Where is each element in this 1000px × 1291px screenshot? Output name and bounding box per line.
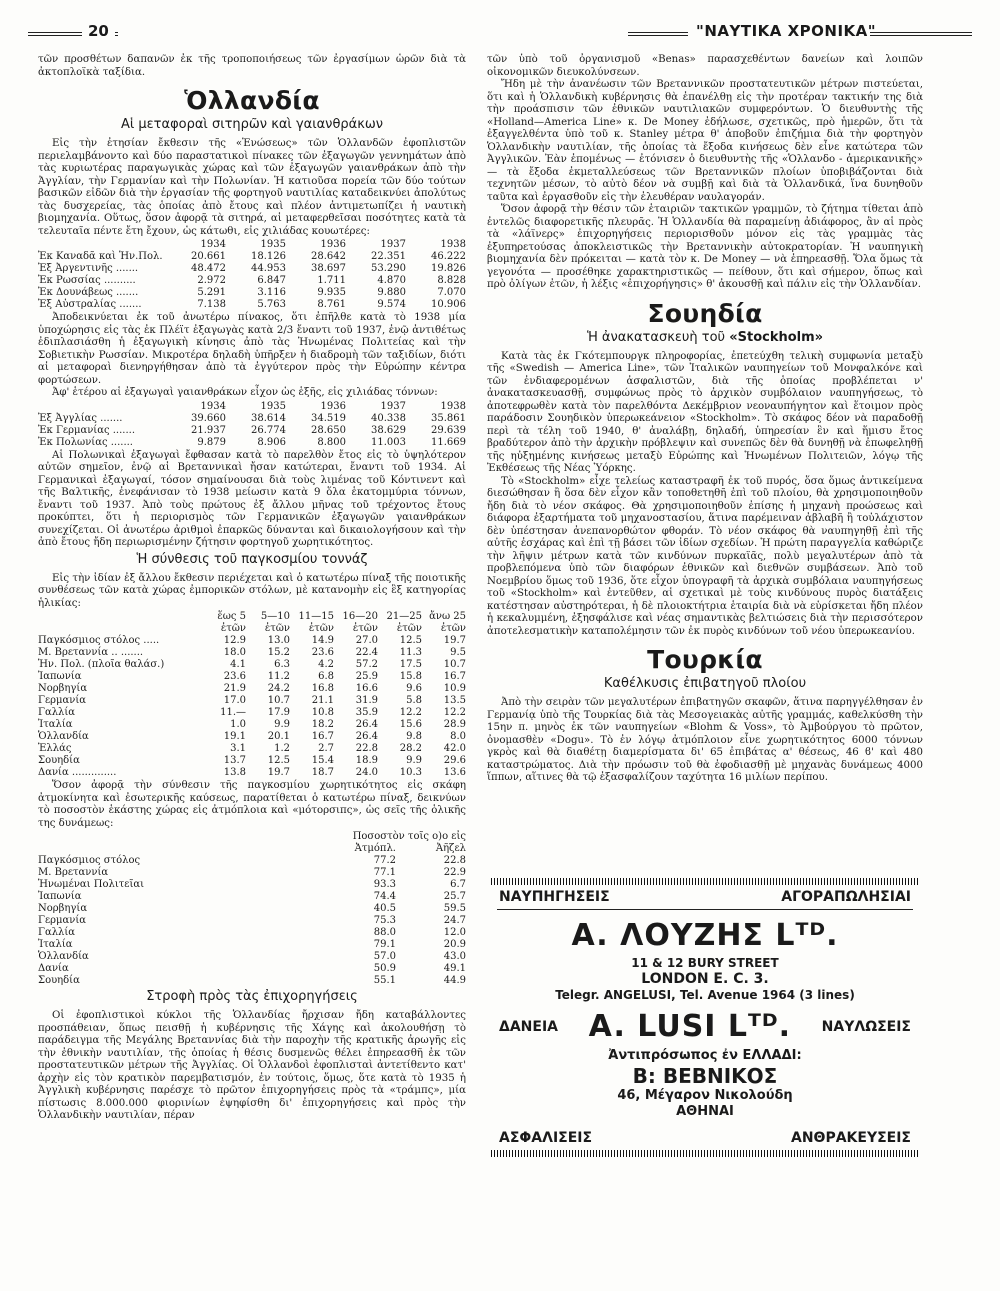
- value-cell: 3.116: [257, 287, 286, 298]
- value-cell: 18.0: [223, 647, 246, 658]
- ad-representative-address: 46, Μέγαρον Νικολούδη: [617, 1088, 793, 1103]
- value-cell: 49.1: [443, 963, 466, 974]
- fleet-age-rows: [38, 635, 466, 779]
- value-cell: 29.6: [443, 755, 466, 766]
- right-column: [487, 54, 923, 785]
- value-cell: 8.0: [450, 731, 466, 742]
- table-row: [38, 299, 466, 311]
- value-cell: 42.0: [443, 743, 466, 754]
- value-cell: 8.761: [317, 299, 346, 310]
- ad-telegr: Telegr. ANGELUSI, Tel. Avenue 1964 (3 lines): [555, 988, 855, 1002]
- ad-rule: [497, 909, 913, 910]
- value-cell: 4.870: [377, 275, 406, 286]
- value-cell: 24.0: [355, 767, 378, 778]
- row-label: Σουηδία: [38, 755, 80, 766]
- value-cell: 5.291: [197, 287, 226, 298]
- year-cell: 1934: [200, 239, 226, 250]
- ad-company-latin: A. LUSI Lᵀᴰ.: [588, 1009, 791, 1044]
- row-label: Ἐκ Καναδᾶ καὶ Ἡν.Πολ.: [38, 251, 163, 262]
- ad-address-street: 11 & 12 BURY STREET: [631, 956, 779, 970]
- value-cell: 12.2: [399, 707, 422, 718]
- row-label: Γαλλία: [38, 927, 76, 938]
- table-row: [38, 251, 466, 263]
- value-cell: 13.8: [223, 767, 246, 778]
- value-cell: 6.7: [450, 879, 466, 890]
- value-cell: 10.7: [267, 695, 290, 706]
- value-cell: 18.126: [251, 251, 286, 262]
- header-cell: Ἀῆζελ: [435, 843, 466, 854]
- row-label: Σουηδία: [38, 975, 80, 986]
- value-cell: 11.003: [371, 436, 406, 448]
- ad-bottom-row: [487, 1130, 923, 1146]
- table-row: [38, 719, 466, 731]
- value-cell: 13.7: [223, 755, 246, 766]
- value-cell: 22.8: [355, 743, 378, 754]
- table-row: [38, 683, 466, 695]
- value-cell: 9.9: [274, 719, 290, 730]
- value-cell: 9.935: [317, 287, 346, 298]
- value-cell: 79.1: [373, 939, 396, 950]
- netherlands-paragraph-4: Αἱ Πολωνικαὶ ἐξαγωγαὶ ἔφθασαν κατὰ τὸ παρελθὸν ἔτος εἰς τὸ ὑψηλότερον αὐτῶν σημεῖον, ἐνῷ αἱ Βρεταννικαὶ ἤσαν κατώτεραι, ἔναντι τοῦ 1934. Αἱ Γερμανικαὶ ἐξαγωγαί, τόσον σημαίνουσαι διὰ τοὺς λιμένας τοῦ Κόντινεντ καὶ τῆς Βαλτικῆς, ἐνεφάνισαν τὸ 1938 μείωσιν κατὰ 9 ὅλα ἑκατομμύρια τόννων, ἔναντι τοῦ 1937. Ἀπὸ τοὺς πρώτους ἐξ ἄλλου μῆνας τοῦ τρέχοντος ἔτους προκύπτει, ὅτι ἡ περιορισμὸς τῶν Γερμανικῶν ἐξαγωγῶν γαιανθράκων συνεχίζεται. Οἱ ἀνωτέρω ἀριθμοὶ ἐπαρκῶς δύνανται καὶ δικαιολογήσουν καὶ τὴν ἀπὸ ἔτους ἤδη περιωρισμένην ζήτησιν φορτηγοῦ χωρητικότητος.: [38, 449, 466, 548]
- netherlands-subtitle: Αἱ μεταφοραὶ σιτηρῶν καὶ γαιανθράκων: [120, 117, 384, 132]
- value-cell: 19.826: [431, 263, 466, 274]
- row-label: Παγκόσμιος στόλος .....: [38, 635, 160, 646]
- value-cell: 40.338: [371, 412, 406, 424]
- value-cell: 38.614: [251, 412, 286, 424]
- value-cell: 57.0: [373, 951, 396, 962]
- table-row: [38, 927, 466, 939]
- header-rule-right: [870, 32, 972, 36]
- value-cell: 22.351: [371, 251, 406, 262]
- value-cell: 26.4: [355, 731, 378, 742]
- row-label: Ὁλλανδία: [38, 731, 89, 742]
- value-cell: 59.5: [443, 903, 466, 914]
- value-cell: 12.9: [223, 635, 246, 646]
- value-cell: 34.519: [311, 412, 346, 424]
- section-3-title: Στροφὴ πρὸς τὰς ἐπιχορηγήσεις: [146, 989, 358, 1004]
- table-row: [38, 659, 466, 671]
- ad-loans: ΔΑΝΕΙΑ: [499, 1018, 558, 1035]
- value-cell: 77.1: [373, 867, 396, 878]
- value-cell: 1.0: [230, 719, 246, 730]
- table-header-row: [38, 843, 466, 855]
- ad-stripe-bottom: [491, 1150, 919, 1157]
- row-label: Ἰταλία: [38, 939, 73, 950]
- value-cell: 44.9: [443, 975, 466, 986]
- advertisement: [487, 878, 923, 1233]
- table-row: [38, 755, 466, 767]
- value-cell: 8.906: [257, 436, 286, 448]
- row-label: Ἐκ Πολωνίας .......: [38, 436, 133, 448]
- value-cell: 88.0: [373, 927, 396, 938]
- table-row: [38, 867, 466, 879]
- journal-title: "ΝΑΥΤΙΚΑ ΧΡΟΝΙΚΑ": [690, 22, 882, 40]
- value-cell: 20.9: [443, 939, 466, 950]
- row-label: Ἰαπωνία: [38, 671, 82, 682]
- netherlands-paragraph-2: Ἀποδεικνύεται ἐκ τοῦ ἀνωτέρω πίνακος, ὅτι ἐπῆλθε κατὰ τὸ 1938 μία ὑποχώρησις εἰς τὰς ἐκ Πλέϊτ ἐξαγωγὰς κατὰ 2/3 ἔναντι τοῦ 1937, ἐνῷ ἀντιθέτως ἐδιπλασιάσθη ἡ ἐξαγωγικὴ κίνησις ἀπὸ τὰς Ἡνωμένας Πολιτείας καὶ τὴν Σοβιετικὴν Ρωσσίαν. Μικροτέρα δηλαδὴ ὑπῆρξεν ἡ διαδρομὴ τῶν ταξιδίων, διότι αἱ μεταφοραὶ διενηργήθησαν ἀπὸ τὰ ἐγγύτερον πρὸς τὴν Εὐρώπην κέντρα φορτώσεων.: [38, 312, 466, 386]
- value-cell: 15.4: [311, 755, 334, 766]
- value-cell: 75.3: [373, 915, 396, 926]
- page-header: [28, 22, 972, 44]
- value-cell: 23.6: [223, 671, 246, 682]
- value-cell: 6.847: [257, 275, 286, 286]
- value-cell: 31.9: [355, 695, 378, 706]
- value-cell: 17.9: [267, 707, 290, 718]
- value-cell: 55.1: [373, 975, 396, 986]
- row-label: Ἰταλία: [38, 719, 73, 730]
- value-cell: 6.8: [318, 671, 334, 682]
- page-number: 20: [82, 22, 115, 40]
- value-cell: 17.5: [399, 659, 422, 670]
- row-label: Ὁλλανδία: [38, 951, 89, 962]
- value-cell: 7.138: [197, 299, 226, 310]
- row-label: Γαλλία: [38, 707, 76, 718]
- value-cell: 11.669: [431, 436, 466, 448]
- value-cell: 28.9: [443, 719, 466, 730]
- row-label: Ἐκ Δουνάβεως .......: [38, 287, 139, 298]
- ad-company-greek: A. ΛΟΥΖΗΣ Lᵀᴰ.: [571, 918, 839, 953]
- row-label: Νορβηγία: [38, 903, 88, 914]
- value-cell: 10.3: [399, 767, 422, 778]
- table-row: [38, 939, 466, 951]
- value-cell: 28.642: [311, 251, 346, 262]
- value-cell: 20.1: [267, 731, 290, 742]
- value-cell: 28.650: [311, 424, 346, 436]
- netherlands-paragraph-1: Εἰς τὴν ἐτησίαν ἔκθεσιν τῆς «Ἑνώσεως» τῶν Ὁλλανδῶν ἐφοπλιστῶν περιελαμβάνοντο καὶ δύο παραστατικοὶ πίνακες τῶν ἐξαγωγῶν γεννημάτων ἀπὸ τὰς κυριωτέρας παραγωγικὰς χώρας καὶ τῶν ἐξαγωγῶν γαιανθράκων ἀπὸ τὴν Ἀγγλίαν, τὴν Γερμανίαν καὶ τὴν Πολωνίαν. Ἡ κατιοῦσα πορεία τῶν δύο τούτων βασικῶν εἰδῶν διὰ τὴν ἐργασίαν τῆς φορτηγοῦ ναυτιλίας καταδεικνύει ἀπολύτως τὰς δυσχερείας, τὰς ὁποίας ἀπὸ ἔτους καὶ πλέον ἀντιμετωπίζει ἡ ναυτικὴ βιομηχανία. Οὕτως, ὅσον ἀφορᾷ τὰ σιτηρά, αἱ μεταφερθεῖσαι ποσότητες κατὰ τὰ τελευταῖα πέντε ἔτη ἔχουν, ὡς κάτωθι, εἰς χιλιάδας κουωτέρες:: [38, 138, 466, 237]
- table-row: [38, 767, 466, 779]
- value-cell: 74.4: [373, 891, 396, 902]
- value-cell: 50.9: [373, 963, 396, 974]
- table-row: [38, 425, 466, 437]
- table-row: [38, 437, 466, 449]
- row-label: Ἐξ Ἀγγλίας .......: [38, 412, 123, 424]
- table-row: [38, 413, 466, 425]
- value-cell: 77.2: [373, 855, 396, 866]
- header-cell: ἐτῶν: [396, 623, 422, 634]
- table-row: [38, 671, 466, 683]
- value-cell: 10.8: [311, 707, 334, 718]
- value-cell: 28.2: [399, 743, 422, 754]
- value-cell: 6.3: [274, 659, 290, 670]
- value-cell: 9.880: [377, 287, 406, 298]
- value-cell: 4.2: [318, 659, 334, 670]
- table-row: [38, 287, 466, 299]
- value-cell: 20.661: [191, 251, 226, 262]
- value-cell: 11.2: [267, 671, 290, 682]
- value-cell: 15.6: [399, 719, 422, 730]
- table-row: [38, 263, 466, 275]
- value-cell: 9.9: [406, 755, 422, 766]
- value-cell: 2.7: [318, 743, 334, 754]
- netherlands-paragraph-7: Οἱ ἐφοπλιστικοὶ κύκλοι τῆς Ὁλλανδίας ἤρχισαν ἤδη καταβάλλοντες προσπάθειαν, ὅπως πεισθῇ ἡ κυβέρνησις τῆς Χάγης καὶ ἀκολουθήσῃ τὸ παράδειγμα τῆς Μεγάλης Βρεταννίας διὰ τὴν παροχὴν τῆς κρατικῆς ἀρωγῆς εἰς τὴν ἐθνικὴν ναυτιλίαν, τῆς ὁποίας ἡ θέσις δυσμενῶς θέλει ἐπηρεασθῆ ἐκ τῶν προστατευτικῶν μέτρων τῆς Ἀγγλίας. Οἱ Ὁλλανδοὶ ἐφοπλισταὶ ἀντετίθεντο κατ' ἀρχὴν εἰς τὸν κρατικὸν παρεμβατισμόν, ἐν τούτοις, ὅμως, ὅτε κατὰ τὸ 1935 ἡ Ἀγγλικὴ κυβέρνησις παρέσχε τὸ πρῶτον ἐπιχορηγήσεις πρὸς τὰ «τράμπς», μία πίστωσις 8.000.000 φιορινίων ἐψηφίσθη δι' ἐπιχορηγήσεις καὶ πρὸς τὴν Ὁλλανδικὴν ναυτιλίαν, πέραν: [38, 1010, 466, 1121]
- coal-exports-table: [38, 401, 466, 449]
- row-label: Ἡν. Πολ. (πλοῖα θαλάσ.): [38, 659, 165, 670]
- value-cell: 22.9: [443, 867, 466, 878]
- header-cell: ἐτῶν: [264, 623, 290, 634]
- section-2-title: Ἡ σύνθεσις τοῦ παγκοσμίου τοννάζ: [136, 551, 368, 567]
- row-label: Δανία ..............: [38, 767, 117, 778]
- value-cell: 3.1: [230, 743, 246, 754]
- ad-stripe-top: [491, 878, 919, 885]
- left-column: [38, 54, 466, 1123]
- value-cell: 10.9: [443, 683, 466, 694]
- row-label: Γερμανία: [38, 915, 87, 926]
- table-header-row: [38, 623, 466, 635]
- turkey-paragraph: Ἀπὸ τὴν σειρὰν τῶν μεγαλυτέρων ἐπιβατηγῶν σκαφῶν, ἅτινα παρηγγέλθησαν ἐν Γερμανίᾳ ὑπὸ τῆς Τουρκίας διὰ τὰς Μεσογειακὰς αὐτῆς γραμμάς, καθελκύσθη τὴν 15ην π. μηνὸς ἐκ τῶν ναυπηγείων «Blohm & Voss», τὸ Ἀμβούργου τὸ πρῶτον, ὀνομασθὲν «Dogu». Τὸ ἐν λόγῳ ἀτμόπλοιον εἶνε χωρητικότητος 6000 τόννων γκρὸς καὶ θὰ διαθέτῃ διαμερίσματα δι' 65 ἐπιβάτας α' θέσεως, 46 ϐ' καὶ 480 καταστρώματος. Διὰ τὴν πρόωσιν τοῦ θὰ ἐφοδιασθῇ μὲ μηχανὰς δυνάμεως 4000 ἵππων, αἵτινες θὰ τῷ ἐξασφαλίζουν ταχύτητα 16 μιλίων περίπου.: [487, 697, 923, 783]
- value-cell: 18.2: [311, 719, 334, 730]
- value-cell: 12.5: [399, 635, 422, 646]
- value-cell: 16.7: [443, 671, 466, 682]
- right-paragraph-2: Ἤδη μὲ τὴν ἀνανέωσιν τῶν Βρεταννικῶν προστατευτικῶν μέτρων πιστεύεται, ὅτι καὶ ἡ Ὁλλανδικὴ κυβέρνησις θὰ ἐπανέλθῃ εἰς τὴν προτέραν τακτικήν της διὰ τὴν προάσπισιν τῶν ἐθνικῶν ναυτιλιακῶν συμφερόντων. Ὁ διευθυντὴς τῆς «Holland—America Line» κ. De Money ἐδήλωσε, σχετικῶς, πρὸ ἡμερῶν, ὅτι τὰ ἐξαγγελθέντα ὑπὸ τοῦ κ. Stanley μέτρα θ' ἀποβοῦν ἐπιζήμια διὰ τὴν φορτηγὸν Ὁλλανδικὴν ναυτιλίαν, τῆς ὁποίας τὰ ἔξοδα κινήσεως δὲν εἶνε κατώτερα τῶν Ἀγγλικῶν. Ἐὰν ἐπομένως — ἐτόνισεν ὁ διευθυντὴς τῆς «Ὁλλανδο - ἀμερικανικῆς» — τὰ ἔξοδα ἐκμεταλλεύσεως τῶν Βρεταννικῶν πλοίων ὑποβιβάζονται διὰ τεχνητῶν μέσων, τὸ αὐτὸ δέον νὰ συμβῇ καὶ διὰ τὰ Ὁλλανδικά, ἵνα δυνηθοῦν ταῦτα καὶ ἐργασθοῦν εἰς τὴν ἐλευθέραν ναυλαγοράν.: [487, 79, 923, 203]
- table-row: [38, 635, 466, 647]
- value-cell: 46.222: [431, 251, 466, 262]
- table-header-row: [38, 401, 466, 413]
- header-cell: 11—15: [298, 611, 334, 622]
- value-cell: 9.574: [377, 299, 406, 310]
- row-label: Δανία: [38, 963, 69, 974]
- value-cell: 22.4: [355, 647, 378, 658]
- header-cell: ἐτῶν: [352, 623, 378, 634]
- row-label: Μ. Βρεταννία: [38, 867, 109, 878]
- value-cell: 26.4: [355, 719, 378, 730]
- netherlands-title: Ὁλλανδία: [184, 86, 320, 115]
- value-cell: 21.1: [311, 695, 334, 706]
- ad-shipbuilding: ΝΑΥΠΗΓΗΣΕΙΣ: [499, 889, 610, 905]
- row-label: Ἐκ Γερμανίας .......: [38, 424, 135, 436]
- value-cell: 11.3: [399, 647, 422, 658]
- year-cell: 1938: [440, 239, 466, 250]
- value-cell: 26.774: [251, 424, 286, 436]
- value-cell: 16.8: [311, 683, 334, 694]
- row-label: Ἡνωμέναι Πολιτεῖαι: [38, 879, 145, 890]
- value-cell: 8.800: [317, 436, 346, 448]
- year-cell: 1937: [380, 400, 406, 412]
- header-cell: 5—10: [260, 611, 290, 622]
- table-row: [38, 731, 466, 743]
- table-row: [38, 891, 466, 903]
- row-label: Ἐξ Αὐστραλίας .......: [38, 299, 142, 310]
- right-paragraph-1: τῶν ὑπὸ τοῦ ὀργανισμοῦ «Benas» παρασχεθέντων δανείων καὶ λοιπῶν οἰκονομικῶν διευκολύνσεων.: [487, 54, 923, 78]
- table-row: [38, 855, 466, 867]
- header-gap: [126, 32, 682, 34]
- value-cell: 12.0: [443, 927, 466, 938]
- year-cell: 1936: [320, 400, 346, 412]
- value-cell: 15.8: [399, 671, 422, 682]
- value-cell: 16.7: [311, 731, 334, 742]
- value-cell: 23.6: [311, 647, 334, 658]
- table-header-row: [38, 611, 466, 623]
- value-cell: 5.8: [406, 695, 422, 706]
- table-row: [38, 275, 466, 287]
- ad-insurance: ΑΣΦΑΛΙΣΕΙΣ: [499, 1130, 593, 1146]
- table-row: [38, 695, 466, 707]
- netherlands-paragraph-3: Ἀφ' ἑτέρου αἱ ἐξαγωγαὶ γαιανθράκων εἶχον ὡς ἑξῆς, εἰς χιλιάδας τόννων:: [52, 387, 438, 398]
- year-cell: 1938: [440, 400, 466, 412]
- table-row: [38, 707, 466, 719]
- header-cell: ἕως 5: [217, 611, 246, 622]
- table-row: [38, 879, 466, 891]
- value-cell: 9.5: [450, 647, 466, 658]
- value-cell: 19.1: [223, 731, 246, 742]
- header-cell: Ποσοστὸν τοῖς ο)ο εἰς: [352, 831, 466, 842]
- year-cell: 1935: [260, 400, 286, 412]
- turkey-title: Τουρκία: [647, 645, 763, 674]
- grain-exports-table: [38, 239, 466, 311]
- value-cell: 22.8: [443, 855, 466, 866]
- value-cell: 27.0: [355, 635, 378, 646]
- header-cell: ἄνω 25: [429, 611, 466, 622]
- header-cell: ἐτῶν: [440, 623, 466, 634]
- ad-mid-row: [487, 1009, 923, 1044]
- value-cell: 19.7: [443, 635, 466, 646]
- sweden-paragraph-1: Κατὰ τὰς ἐκ Γκότεμπουργκ πληροφορίας, ἐπετεύχθη τελικὴ συμφωνία μεταξὺ τῆς «Swedish — America Line», τῶν Ἰταλικῶν ναυπηγείων τοῦ Μονφαλκόνε καὶ τῶν ἐνδιαφερομένων ἀσφαλιστῶν, διὰ τῆς ὁποίας προβλέπεται ν' ἀνακατασκευασθῇ, συμφώνως πρὸς τὸ ἀρχικὸν συμβόλαιον ναυπηγήσεως, τὸ ἀποτεφρωθὲν κατὰ τὸν παρελθόντα Δεκέμβριον νεοναυπήγητον καὶ ἕτοιμον πρὸς παράδοσιν Σουηδικὸν ὑπερωκεάνειον «Stockholm». Τὸ σκάφος δέον νὰ παραδοθῇ περὶ τὰ τέλη τοῦ 1940, θ' ἀναλάβῃ, δηλαδή, ὑπηρεσίαν ἓν καὶ ἥμισυ ἔτος βραδύτερον ἀπὸ τὴν ἀρχικὴν πρόβλεψιν καὶ συνεπῶς δὲν θὰ δυνηθῇ νὰ ἐπωφεληθῇ τῆς ηὐξημένης κινήσεως μεταξὺ Εὐρώπης καὶ Ἡνωμένων Πολιτειῶν, λόγῳ τῆς Ἐκθέσεως τῆς Νέας Ὑόρκης.: [487, 350, 923, 474]
- value-cell: 1.711: [317, 275, 346, 286]
- value-cell: 14.9: [311, 635, 334, 646]
- row-label: Ἐκ Ρωσσίας ..........: [38, 275, 136, 286]
- row-label: Παγκόσμιος στόλος: [38, 855, 141, 866]
- ad-representative-name: B: ΒΕΒΝΙΚΟΣ: [632, 1064, 778, 1088]
- table-row: [38, 915, 466, 927]
- ad-representative-label: Ἀντιπρόσωπος ἐν ΕΛΛΑΔΙ:: [608, 1048, 802, 1063]
- table-header-row: [38, 831, 466, 843]
- netherlands-paragraph-5: Εἰς τὴν ἰδίαν ἐξ ἄλλου ἔκθεσιν περιέχεται καὶ ὁ κατωτέρω πίναξ τῆς ποιοτικῆς συνθέσεως τῶν κατὰ χώρας ἐμπορικῶν στόλων, μὲ κατανομὴν εἰς ἓξ κατηγορίας ἡλικίας:: [38, 572, 466, 609]
- table-row: [38, 975, 466, 987]
- row-label: Γερμανία: [38, 695, 87, 706]
- fleet-age-table: [38, 611, 466, 779]
- value-cell: 18.9: [355, 755, 378, 766]
- value-cell: 35.861: [431, 412, 466, 424]
- value-cell: 7.070: [437, 287, 466, 298]
- value-cell: 43.0: [443, 951, 466, 962]
- value-cell: 13.5: [443, 695, 466, 706]
- table-row: [38, 963, 466, 975]
- sweden-title: Σουηδία: [647, 298, 763, 328]
- header-cell: ἐτῶν: [308, 623, 334, 634]
- value-cell: 12.2: [443, 707, 466, 718]
- row-label: Μ. Βρεταννία .. .......: [38, 647, 144, 658]
- value-cell: 93.3: [373, 879, 396, 890]
- header-cell: 16—20: [342, 611, 378, 622]
- ad-top-row: [487, 889, 923, 905]
- ship-name: «Stockholm»: [729, 329, 824, 345]
- value-cell: 35.9: [355, 707, 378, 718]
- table-row: [38, 743, 466, 755]
- value-cell: 1.2: [274, 743, 290, 754]
- table-row: [38, 903, 466, 915]
- table-row: [38, 951, 466, 963]
- value-cell: 25.7: [443, 891, 466, 902]
- value-cell: 18.7: [311, 767, 334, 778]
- year-cell: 1935: [260, 239, 286, 250]
- row-label: Ἑλλάς: [38, 743, 72, 754]
- header-cell: Ἀτμόπλ.: [354, 843, 396, 854]
- value-cell: 13.6: [443, 767, 466, 778]
- value-cell: 10.906: [431, 299, 466, 310]
- value-cell: 5.763: [257, 299, 286, 310]
- ad-representative-city: ΑΘΗΝΑΙ: [676, 1104, 734, 1119]
- header-cell: 21—25: [386, 611, 422, 622]
- header-cell: ἐτῶν: [220, 623, 246, 634]
- intro-text: τῶν προσθέτων δαπανῶν ἐκ τῆς τροποποιήσεως τῶν ἐργασίμων ὡρῶν διὰ τὰ ἀκτοπλοϊκὰ ταξίδια.: [38, 54, 466, 78]
- value-cell: 21.9: [223, 683, 246, 694]
- value-cell: 38.629: [371, 424, 406, 436]
- table-header-row: [38, 239, 466, 251]
- value-cell: 12.5: [267, 755, 290, 766]
- value-cell: 57.2: [355, 659, 378, 670]
- value-cell: 29.639: [431, 424, 466, 436]
- netherlands-paragraph-6: Ὅσον ἀφορᾷ τὴν σύνθεσιν τῆς παγκοσμίου χωρητικότητος εἰς σκάφη ἀτμοκίνητα καὶ ἐσωτερικῆς καύσεως, παρατίθεται ὁ κατωτέρω πίναξ, δεικνύων τὸ ποσοστὸν ἑκάστης χώρας εἰς ἀτμόπλοια καὶ «μότορσιπς», ὡς σεῖς τῆς ὁλικῆς της δυνάμεως:: [38, 780, 466, 829]
- value-cell: 38.697: [311, 263, 346, 274]
- value-cell: 48.472: [191, 263, 226, 274]
- turkey-subtitle: Καθέλκυσις ἐπιβατηγοῦ πλοίου: [603, 676, 807, 691]
- ad-coaling: ΑΝΘΡΑΚΕΥΣΕΙΣ: [791, 1130, 911, 1146]
- ad-trading: ΑΓΟΡΑΠΩΛΗΣΙΑΙ: [781, 889, 911, 905]
- row-label: Νορβηγία: [38, 683, 88, 694]
- value-cell: 24.7: [443, 915, 466, 926]
- value-cell: 25.9: [355, 671, 378, 682]
- sweden-subtitle: [487, 330, 923, 345]
- value-cell: 11.—: [220, 707, 246, 718]
- value-cell: 9.8: [406, 731, 422, 742]
- value-cell: 19.7: [267, 767, 290, 778]
- value-cell: 44.953: [251, 263, 286, 274]
- value-cell: 17.0: [223, 695, 246, 706]
- value-cell: 16.6: [355, 683, 378, 694]
- ad-chartering: ΝΑΥΛΩΣΕΙΣ: [821, 1018, 911, 1035]
- header-rule-mid: [628, 32, 688, 36]
- sweden-paragraph-2: Τὸ «Stockholm» εἶχε τελείως καταστραφῆ ἐκ τοῦ πυρός, ὅσα ὅμως ἀντικείμενα διεσώθησαν ἢ ὅσα δὲν εἶχον κἂν τοποθετηθῆ ἐπὶ τοῦ πλοίου, θὰ χρησιμοποιηθοῦν ἤδη διὰ τὸ νέον σκάφος. Θὰ χρησιμοποιηθοῦν ἐπίσης ἡ μηχανὴ προώσεως καὶ διάφορα ἐξαρτήματα τοῦ μηχανοστασίου, ἅτινα παρέμειναν ἀβλαβῆ ἢ τοὐλάχιστον δὲν ὑπέστησαν ἀνεπανορθώτον φθοράν. Τὸ νέον σκάφος θὰ ναυπηγηθῇ ἐπὶ τῆς αὐτῆς ἐσχάρας καὶ ἐπὶ τῇ βάσει τῶν ἰδίων σχεδίων. Ἡ πρώτη παραγγελία καθώριζε τὴν λῆψιν μέτρων κατὰ τῶν κινδύνων πυρκαϊᾶς, πολὺ μεγαλυτέρων ἀπὸ τὰ προβλεπόμενα ὑπὸ τῶν διαφόρων ἐθνικῶν καὶ διεθνῶν συμβάσεων. Ἀπὸ τοῦ Νοεμβρίου ὅμως τοῦ 1936, ὅτε εἶχον ὑπογραφῆ τὰ ἀρχικὰ συμβόλαια ναυπηγήσεως τοῦ «Stockholm» καὶ ἐντεῦθεν, αἱ σχετικαὶ μὲ τοὺς κινδύνους πυρὸς διατάξεις κατέστησαν αὐστηρότεραι, ἡ δὲ πλοιοκτήτρια ἑταιρία διὰ νὰ εὑρίσκεται ἤδη πλέον ἡ κεκαλυμμένη, ἐξησφάλισε καὶ νέας σημαντικὰς βελτιώσεις διὰ τὴν περισσότερον ἀποτελεσματικὴν καταπολέμησιν τῶν ἐκ πυρὸς κινδύνων τοῦ νέου ὑπερωκεανίου.: [487, 475, 923, 637]
- value-cell: 24.2: [267, 683, 290, 694]
- row-label: Ἐξ Ἀργεντινῆς .......: [38, 263, 139, 274]
- value-cell: 21.937: [191, 424, 226, 436]
- year-cell: 1936: [320, 239, 346, 250]
- year-cell: 1934: [200, 400, 226, 412]
- sweden-subtitle-text: Ἡ ἀνακατασκευὴ τοῦ: [586, 329, 730, 345]
- value-cell: 9.879: [197, 436, 226, 448]
- value-cell: 15.2: [267, 647, 290, 658]
- value-cell: 13.0: [267, 635, 290, 646]
- value-cell: 40.5: [373, 903, 396, 914]
- row-label: Ἰαπωνία: [38, 891, 82, 902]
- value-cell: 39.660: [191, 412, 226, 424]
- propulsion-table: [38, 831, 466, 987]
- value-cell: 53.290: [371, 263, 406, 274]
- value-cell: 4.1: [230, 659, 246, 670]
- propulsion-rows: [38, 855, 466, 987]
- right-paragraph-3: Ὅσον ἀφορᾷ τὴν θέσιν τῶν ἑταιριῶν τακτικῶν γραμμῶν, τὸ ζήτημα τίθεται ἀπὸ ἐντελῶς διαφορετικῆς πλευρᾶς. Ἡ Ὁλλανδία θὰ παραμείνῃ ἀδιάφορος, ἂν αἱ πρὸς τὰ «λάϊνερς» ἐπιχορηγήσεις περιορισθοῦν μόνον εἰς τὰς γραμμὰς τὰς ἐξυπηρετούσας ἀποκλειστικῶς τὴν Βρεταννικὴν αὐτοκρατορίαν. Ἡ ναυπηγικὴ βιομηχανία δὲν πρόκειται — κατὰ τὸν κ. De Money — νὰ ἐπηρεασθῇ. Ὅλα ὅμως τὰ γεγονότα — προσέθηκε χαρακτηριστικῶς — πείθουν, ὅτι καὶ σήμερον, ὅπως καὶ πρὸ ὀλίγων ἐτῶν, ἡ λέξις «ἐπιχορήγησις» θ' ἀκουσθῇ καὶ πάλιν εἰς τὴν Ὁλλανδίαν.: [487, 204, 923, 290]
- value-cell: 10.7: [443, 659, 466, 670]
- ad-address-city: LONDON E. C. 3.: [641, 971, 769, 987]
- value-cell: 9.6: [406, 683, 422, 694]
- table-row: [38, 647, 466, 659]
- year-cell: 1937: [380, 239, 406, 250]
- value-cell: 2.972: [197, 275, 226, 286]
- value-cell: 8.828: [437, 275, 466, 286]
